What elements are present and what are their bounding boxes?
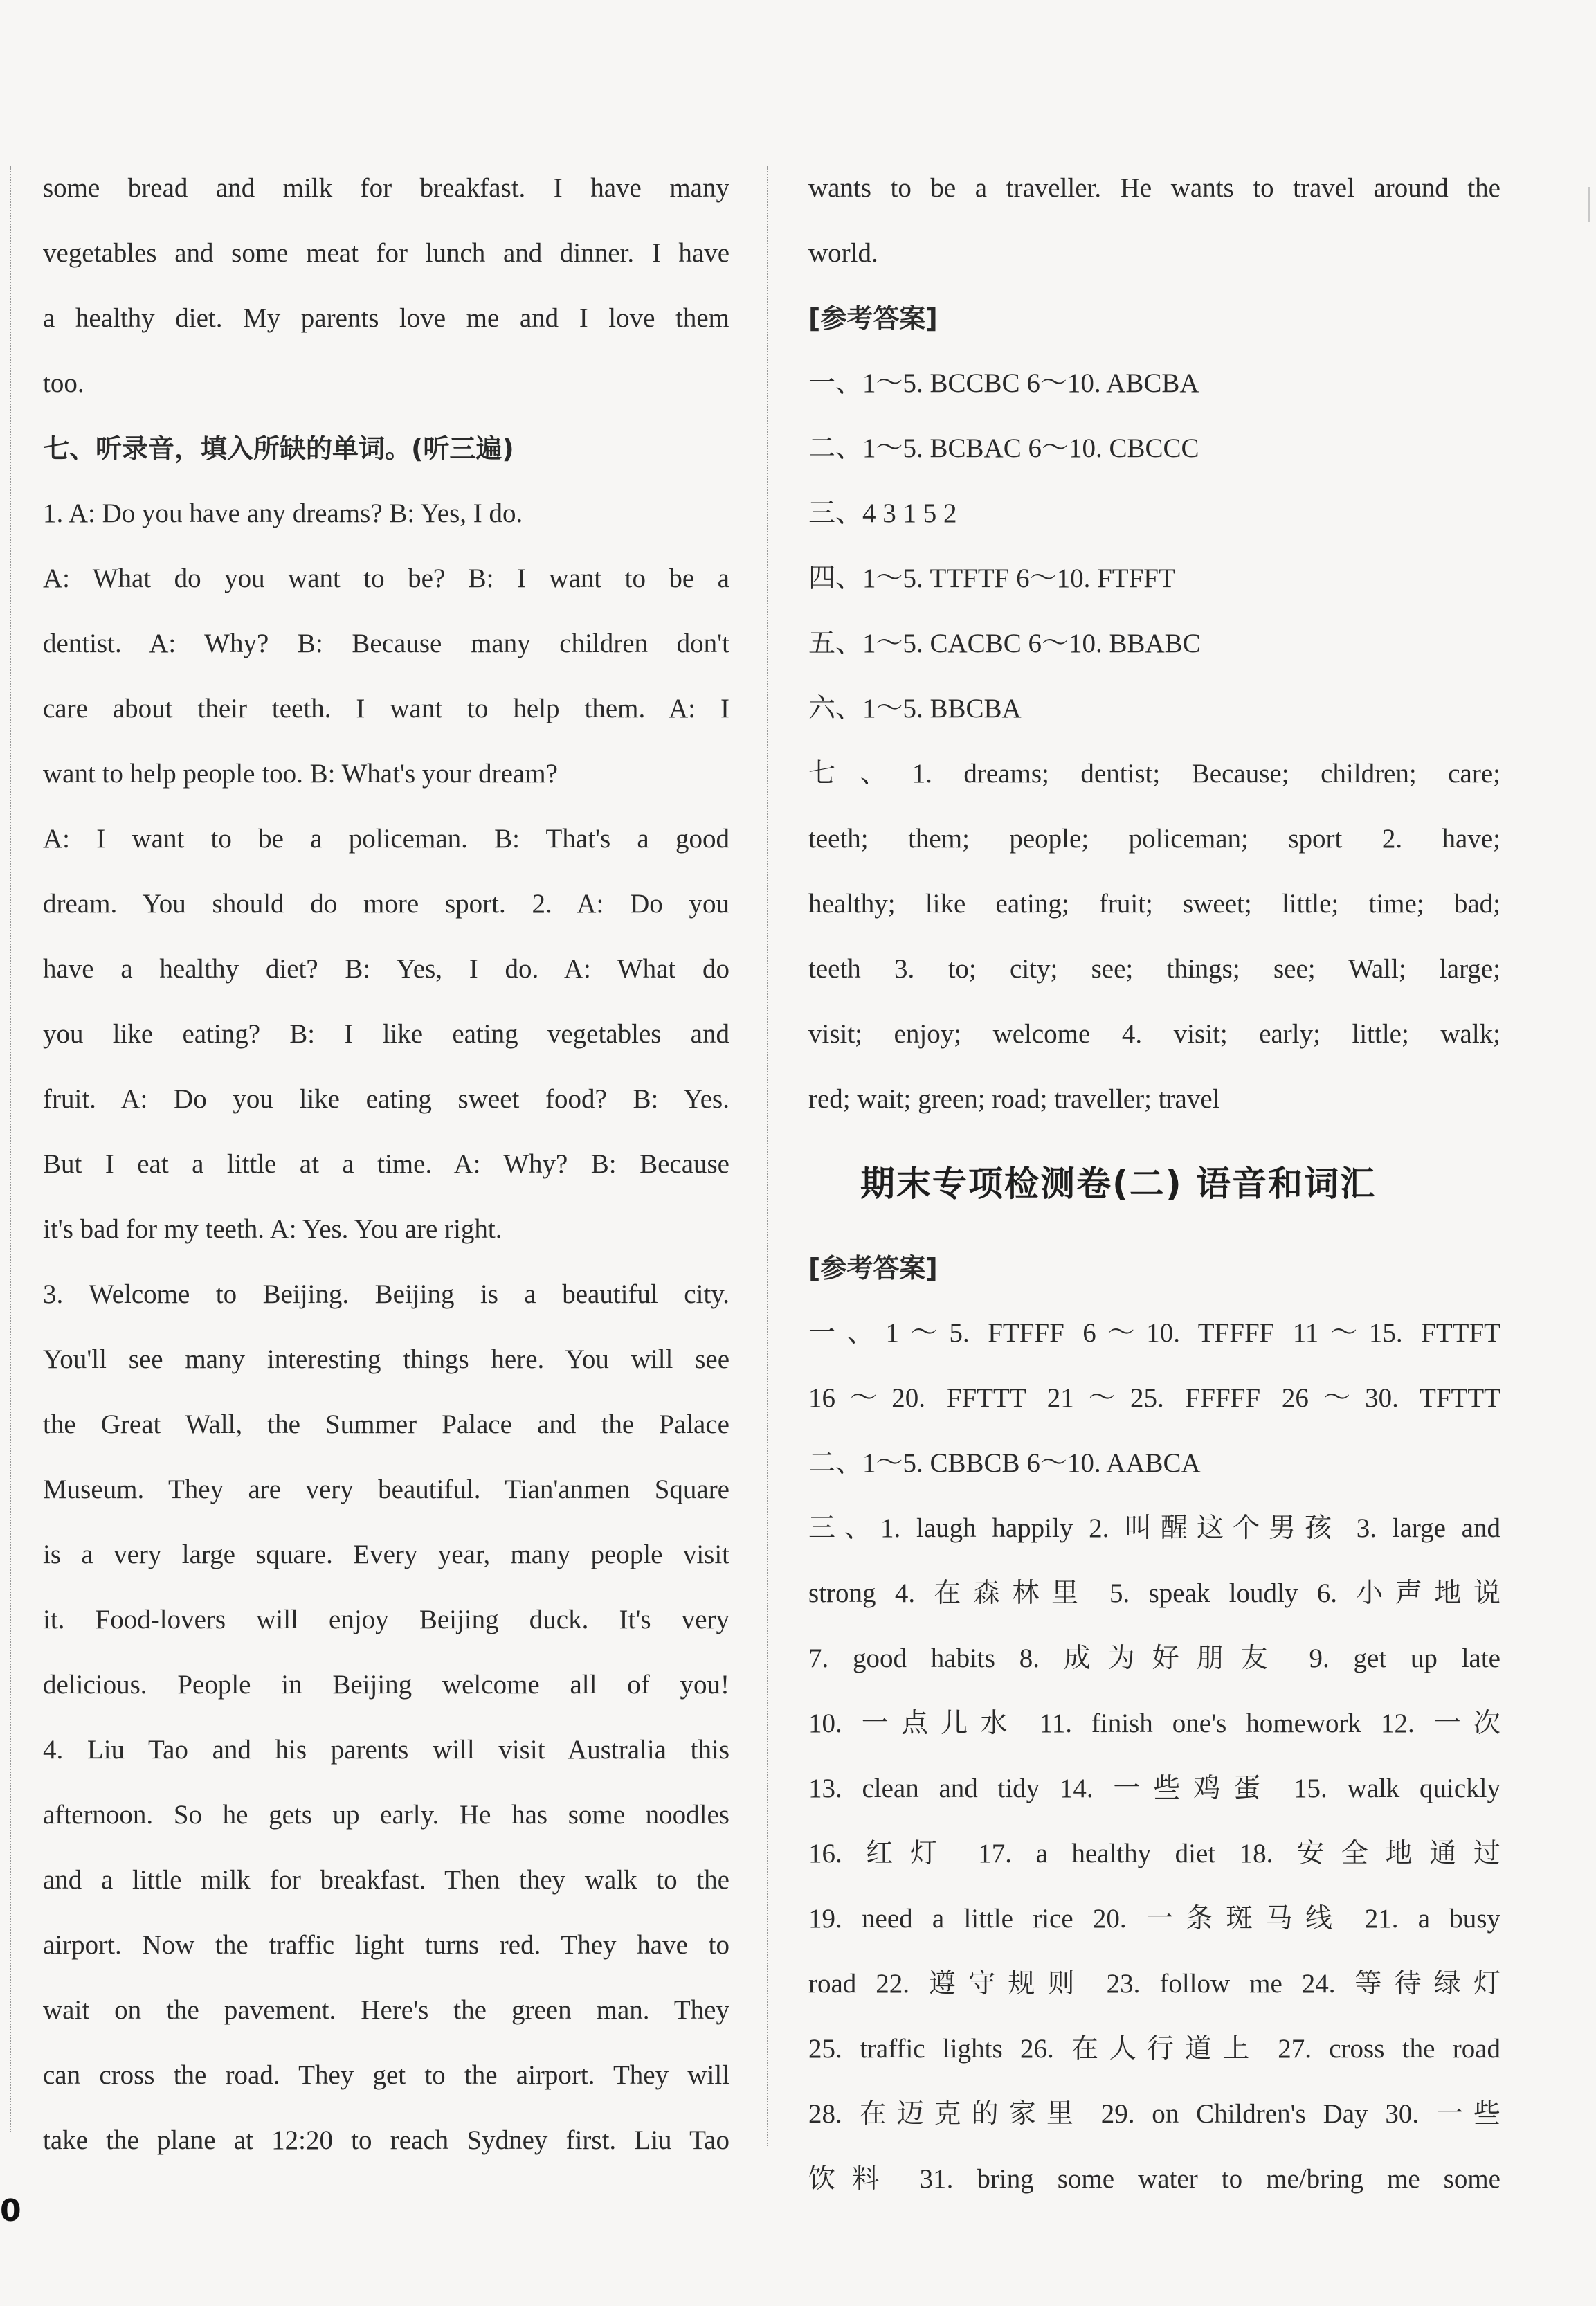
answer-line: red; wait; green; road; traveller; travel <box>808 1084 1220 1114</box>
edge-mark <box>1588 187 1590 222</box>
text-line: fruit. A: Do you like eating sweet food? B: Yes. <box>43 1084 729 1114</box>
answer-line: 19. need a little rice 20. 一条斑马线 21. a busy <box>808 1904 1500 1934</box>
section-heading: 期末专项检测卷(二) 语音和词汇 <box>860 1164 1377 1204</box>
text-line: some bread and milk for breakfast. I have many <box>43 173 729 203</box>
answer-line: healthy; like eating; fruit; sweet; little; time; bad; <box>808 889 1500 919</box>
answer-line: 25. traffic lights 26. 在人行道上 27. cross the road <box>808 2034 1500 2064</box>
answer-line: 16～20. FFTTT 21～25. FFFFF 26～30. TFTTT <box>808 1383 1500 1413</box>
answer-line: road 22. 遵守规则 23. follow me 24. 等待绿灯 <box>808 1969 1500 1999</box>
right-column <box>808 156 1500 2212</box>
answer-line: 13. clean and tidy 14. 一些鸡蛋 15. walk quickly <box>808 1774 1500 1803</box>
text-line: afternoon. So he gets up early. He has some noodles <box>43 1800 729 1830</box>
answer-line: 28. 在迈克的家里 29. on Children's Day 30. 一些 <box>808 2099 1500 2129</box>
text-line: dream. You should do more sport. 2. A: Do you <box>43 889 729 919</box>
answer-line: 16. 红灯 17. a healthy diet 18. 安全地通过 <box>808 1839 1500 1868</box>
answer-line: 四、1～5. TTFTF 6～10. FTFFT <box>808 564 1175 593</box>
text-line: 1. A: Do you have any dreams? B: Yes, I do. <box>43 498 523 528</box>
text-line: have a healthy diet? B: Yes, I do. A: What do <box>43 954 729 984</box>
text-line: A: I want to be a policeman. B: That's a good <box>43 824 729 854</box>
left-margin-divider <box>10 166 11 2132</box>
text-line: You'll see many interesting things here. You will see <box>43 1344 729 1374</box>
page-number: 0 <box>0 2193 21 2228</box>
answer-line: 一、1～5. BCCBC 6～10. ABCBA <box>808 368 1199 398</box>
text-line: care about their teeth. I want to help them. A: I <box>43 694 729 723</box>
text-line: take the plane at 12:20 to reach Sydney first. Liu Tao <box>43 2125 729 2155</box>
text-line: A: What do you want to be? B: I want to be a <box>43 564 729 593</box>
text-line: wants to be a traveller. He wants to travel around the <box>808 173 1500 203</box>
column-divider <box>767 166 768 2146</box>
answer-line: 10. 一点儿水 11. finish one's homework 12. 一次 <box>808 1709 1500 1738</box>
text-line: Museum. They are very beautiful. Tian'anmen Square <box>43 1475 729 1504</box>
answer-line: 三、1. laugh happily 2. 叫醒这个男孩 3. large and <box>808 1513 1500 1543</box>
text-line: it. Food-lovers will enjoy Beijing duck. It's very <box>43 1605 729 1634</box>
text-line: can cross the road. They get to the airport. They will <box>43 2060 729 2090</box>
answer-line: 一、1～5. FTFFF 6～10. TFFFF 11～15. FTTFT <box>808 1318 1500 1348</box>
answer-line: 二、1～5. CBBCB 6～10. AABCA <box>808 1448 1201 1478</box>
answer-line: 三、4 3 1 5 2 <box>808 498 957 528</box>
text-line: a healthy diet. My parents love me and I love them <box>43 303 729 333</box>
answer-line: teeth; them; people; policeman; sport 2. have; <box>808 824 1500 854</box>
text-line: world. <box>808 238 878 268</box>
answer-line: 五、1～5. CACBC 6～10. BBABC <box>808 629 1201 658</box>
answer-line: 二、1～5. BCBAC 6～10. CBCCC <box>808 433 1199 463</box>
answer-key-label: [参考答案] <box>808 1253 938 1283</box>
text-line: too. <box>43 368 84 398</box>
text-line: 4. Liu Tao and his parents will visit Australia this <box>43 1735 729 1765</box>
answer-key-label: [参考答案] <box>808 303 938 334</box>
answer-line: visit; enjoy; welcome 4. visit; early; little; walk; <box>808 1019 1500 1049</box>
text-line: airport. Now the traffic light turns red. They have to <box>43 1930 729 1960</box>
left-column <box>43 156 729 2173</box>
text-line: it's bad for my teeth. A: Yes. You are right. <box>43 1214 502 1244</box>
text-line: vegetables and some meat for lunch and dinner. I have <box>43 238 729 268</box>
text-line: the Great Wall, the Summer Palace and the Palace <box>43 1409 729 1439</box>
answer-line: 七、1. dreams; dentist; Because; children; care; <box>808 759 1500 789</box>
text-line: is a very large square. Every year, many people visit <box>43 1540 729 1569</box>
text-line: But I eat a little at a time. A: Why? B: Because <box>43 1149 729 1179</box>
text-line: wait on the pavement. Here's the green man. They <box>43 1995 729 2025</box>
answer-line: teeth 3. to; city; see; things; see; Wall; large; <box>808 954 1500 984</box>
text-line: dentist. A: Why? B: Because many children don't <box>43 629 729 658</box>
text-line: want to help people too. B: What's your dream? <box>43 759 558 789</box>
text-line: delicious. People in Beijing welcome all of you! <box>43 1670 729 1700</box>
answer-line: strong 4. 在森林里 5. speak loudly 6. 小声地说 <box>808 1578 1500 1608</box>
section-instruction: 七、听录音，填入所缺的单词。(听三遍) <box>43 433 514 464</box>
answer-line: 六、1～5. BBCBA <box>808 694 1022 723</box>
text-line: you like eating? B: I like eating vegetables and <box>43 1019 729 1049</box>
text-line: 3. Welcome to Beijing. Beijing is a beautiful city. <box>43 1279 729 1309</box>
answer-line: 饮料 31. bring some water to me/bring me some <box>808 2164 1500 2194</box>
text-line: and a little milk for breakfast. Then they walk to the <box>43 1865 729 1895</box>
answer-line: 7. good habits 8. 成为好朋友 9. get up late <box>808 1643 1500 1673</box>
